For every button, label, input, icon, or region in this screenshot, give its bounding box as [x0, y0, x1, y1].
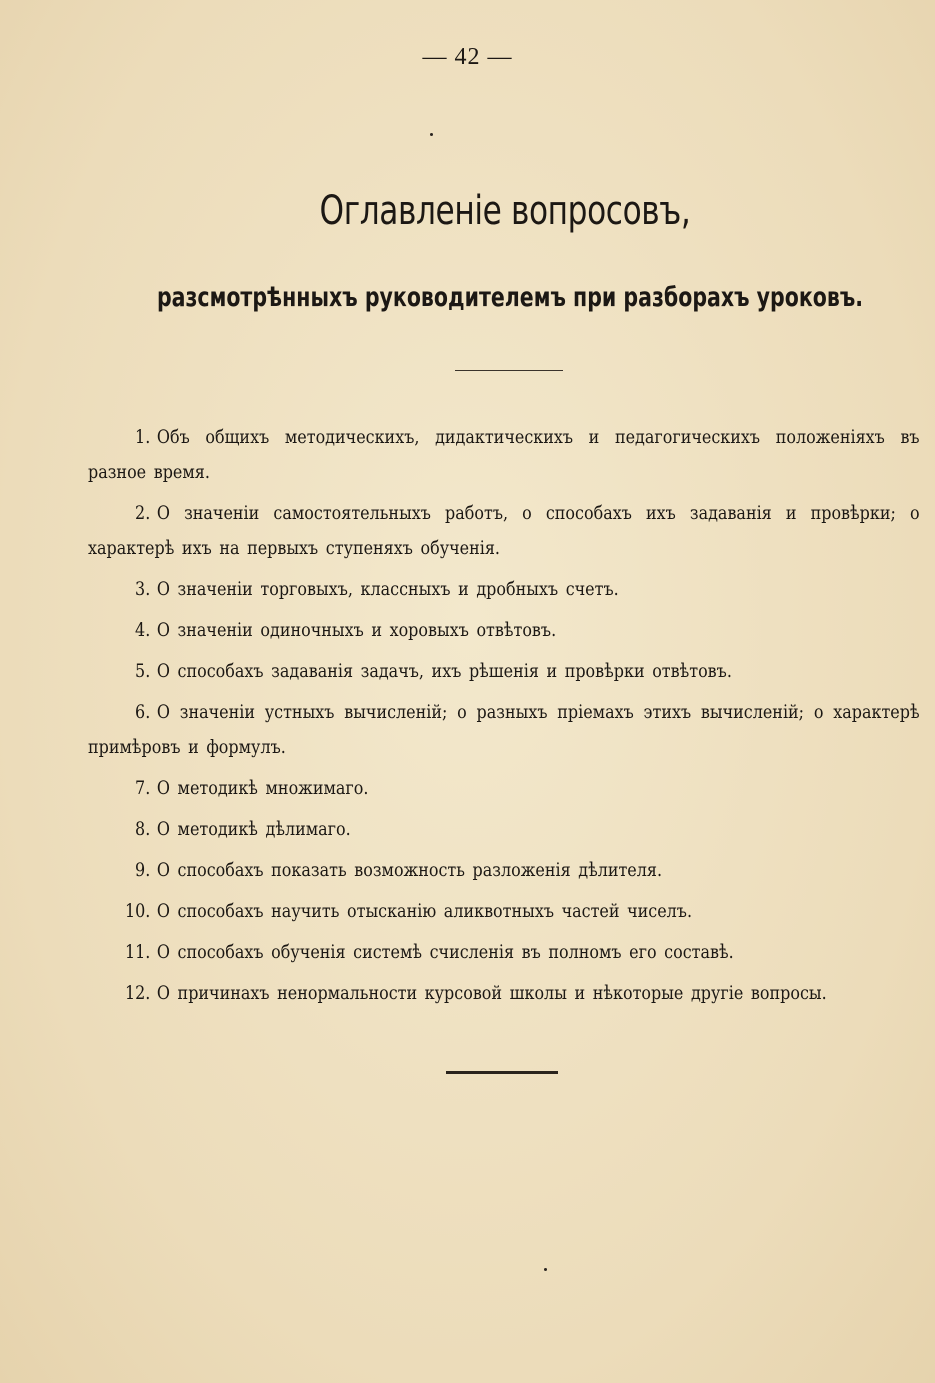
contents-entry-2: [88, 496, 920, 566]
entry-text: О методикѣ множимаго.: [156, 777, 369, 799]
contents-entry-5: [88, 654, 920, 689]
page-number: — 42 —: [422, 44, 513, 70]
entry-number: 3.: [135, 578, 151, 600]
entry-number: 11.: [124, 941, 151, 963]
entry-text: О способахъ обученія системѣ счисленія въ полномъ его составѣ.: [156, 941, 734, 963]
end-divider: [446, 1071, 558, 1074]
contents-entry-6: [88, 695, 920, 765]
entry-text: О значеніи самостоятельныхъ работъ, о способахъ ихъ задаванія и провѣрки; о характерѣ ихъ на первыхъ ступеняхъ обученія.: [88, 502, 920, 559]
entry-number: 2.: [135, 502, 151, 524]
entry-number: 10.: [124, 900, 151, 922]
contents-entry-9: [88, 853, 920, 888]
entry-text: О причинахъ ненормальности курсовой школы и нѣкоторые другіе вопросы.: [156, 982, 827, 1004]
page-subtitle: разсмотрѣнныхъ руководителемъ при разборахъ уроковъ.: [156, 282, 864, 313]
contents-entry-12: [88, 976, 920, 1011]
entry-number: 9.: [135, 859, 151, 881]
entry-number: 4.: [135, 619, 151, 641]
contents-list: [88, 420, 922, 1017]
print-speck: [430, 133, 433, 136]
contents-entry-11: [88, 935, 920, 970]
page-title: Оглавленіе вопросовъ,: [319, 188, 691, 234]
entry-text: Объ общихъ методическихъ, дидактическихъ и педагогическихъ положеніяхъ въ разное время.: [88, 426, 920, 483]
entry-text: О способахъ научить отысканію аликвотныхъ частей чиселъ.: [156, 900, 693, 922]
contents-entry-10: [88, 894, 920, 929]
contents-entry-4: [88, 613, 920, 648]
entry-number: 8.: [135, 818, 151, 840]
entry-number: 1.: [135, 426, 151, 448]
contents-entry-8: [88, 812, 920, 847]
contents-entry-3: [88, 572, 920, 607]
contents-entry-1: [88, 420, 920, 490]
entry-text: О способахъ задаванія задачъ, ихъ рѣшенія и провѣрки отвѣтовъ.: [156, 660, 732, 682]
title-divider: [455, 370, 563, 371]
print-speck: [544, 1268, 547, 1271]
entry-text: О значеніи торговыхъ, классныхъ и дробныхъ счетъ.: [156, 578, 619, 600]
entry-text: О методикѣ дѣлимаго.: [156, 818, 351, 840]
entry-text: О значеніи одиночныхъ и хоровыхъ отвѣтовъ.: [156, 619, 557, 641]
entry-number: 12.: [124, 982, 151, 1004]
entry-number: 7.: [135, 777, 151, 799]
entry-text: О способахъ показать возможность разложенія дѣлителя.: [156, 859, 663, 881]
entry-number: 6.: [135, 701, 151, 723]
entry-text: О значеніи устныхъ вычисленій; о разныхъ пріемахъ этихъ вычисленій; о характерѣ примѣровъ и формулъ.: [88, 701, 920, 758]
entry-number: 5.: [135, 660, 151, 682]
contents-entry-7: [88, 771, 920, 806]
